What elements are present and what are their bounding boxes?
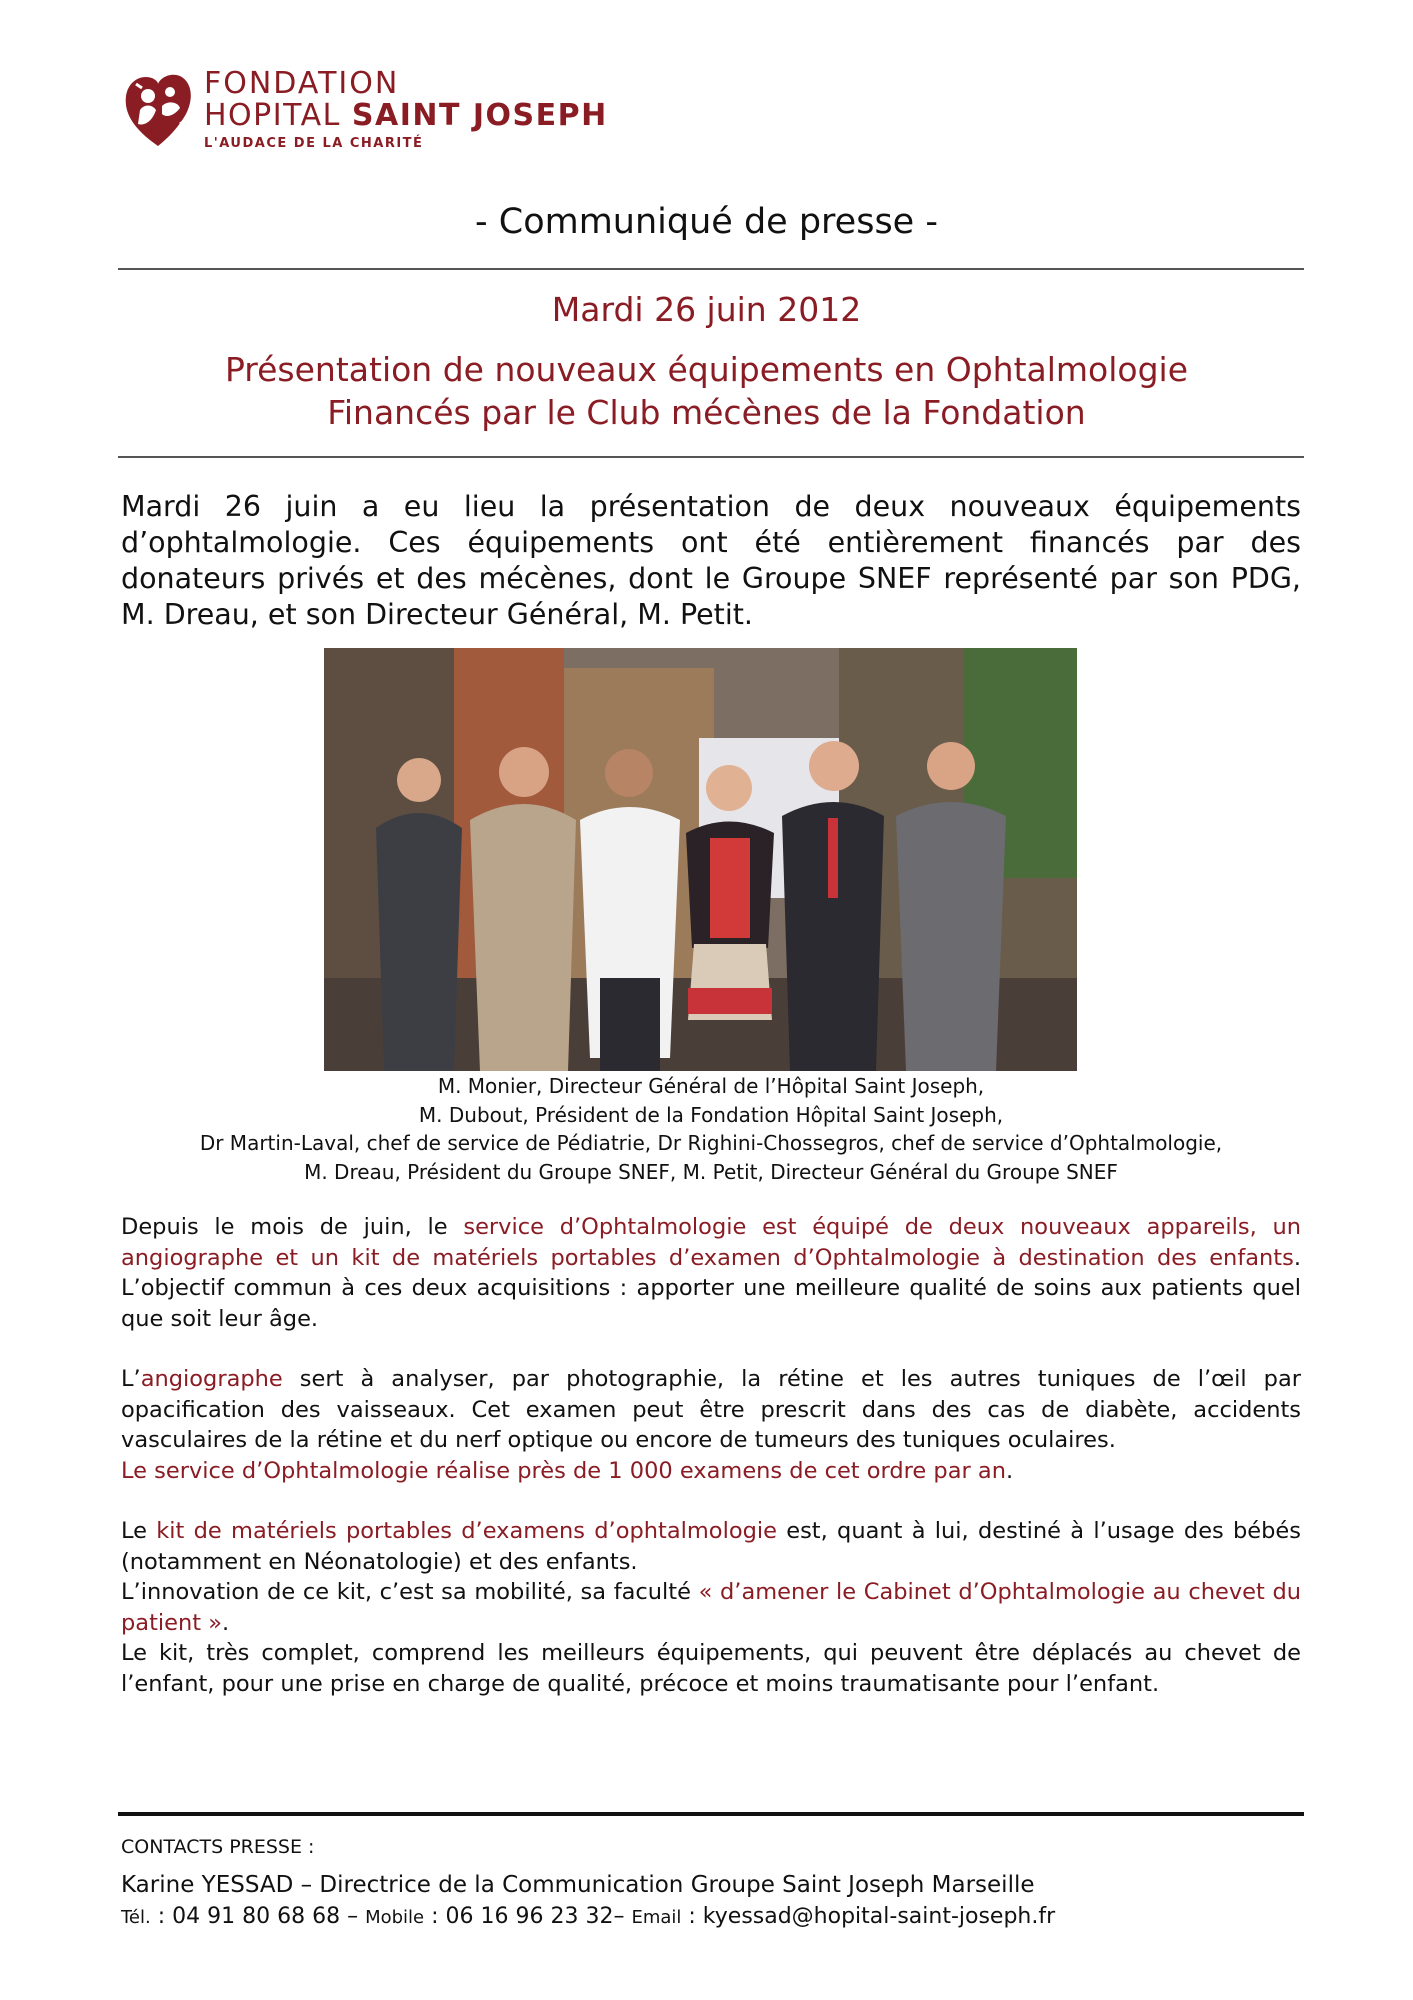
headline-line-1: Présentation de nouveaux équipements en Ophtalmologie <box>224 350 1189 389</box>
contacts-heading: CONTACTS PRESSE : <box>121 1836 315 1858</box>
p3-text-f: . <box>222 1609 230 1636</box>
email-label: Email <box>631 1907 682 1928</box>
p2-highlight-angiographe: angiographe <box>140 1366 283 1392</box>
tel-label: Tél. <box>121 1907 151 1928</box>
logo-line-hopital <box>204 98 608 133</box>
email-address[interactable]: : kyessad@hopital-saint-joseph.fr <box>681 1904 1056 1929</box>
logo-line-fondation: FONDATION <box>204 66 400 101</box>
photo-caption <box>121 1072 1301 1186</box>
press-release-title: - Communiqué de presse - <box>475 202 938 242</box>
p2-text-a: L’ <box>121 1366 141 1392</box>
foundation-logo <box>122 66 642 156</box>
release-date: Mardi 26 juin 2012 <box>551 290 862 329</box>
p1-text-c: . L’objectif commun à ces deux acquisitions : apporter une meilleure qualité de soins aux patients quel que soit leur âge. <box>121 1244 1301 1332</box>
top-divider <box>118 268 1304 270</box>
p2-text-c: sert à analyser, par photographie, la rétine et les autres tuniques de l’œil par opacification des vaisseaux. Cet examen peut être prescrit dans des cas de diabète, accidents vasculaires de la rétine et du nerf optique ou encore de tumeurs des tuniques oculaires. <box>121 1366 1301 1453</box>
p3-text-d: L’innovation de ce kit, c’est sa mobilité, sa faculté <box>121 1579 699 1605</box>
paragraph-kit <box>121 1516 1301 1699</box>
p3-highlight-quote: « d’amener le Cabinet d’Ophtalmologie au chevet du patient » <box>121 1579 1301 1636</box>
tel-number: : 04 91 80 68 68 – <box>150 1904 366 1929</box>
p3-text-g: Le kit, très complet, comprend les meilleurs équipements, qui peuvent être déplacés au chevet de l’enfant, pour une prise en charge de qualité, précoce et moins traumatisante pour l’enfant. <box>121 1640 1301 1697</box>
mobile-label: Mobile <box>365 1907 425 1928</box>
group-photo <box>324 648 1077 1071</box>
p3-text-c: est, quant à lui, destiné à l’usage des bébés (notamment en Néonatologie) et des enfants. <box>121 1518 1302 1575</box>
headline-line-2: Financés par le Club mécènes de la Fondation <box>327 393 1086 432</box>
caption-line-3: Dr Martin-Laval, chef de service de Pédiatrie, Dr Righini-Chossegros, chef de service d’Ophtalmologie, <box>199 1131 1223 1155</box>
contacts-divider <box>118 1812 1304 1816</box>
mobile-number: : 06 16 96 23 32– <box>424 1904 632 1929</box>
heart-figures-icon <box>122 70 194 150</box>
p1-highlight: service d’Ophtalmologie est équipé de deux nouveaux appareils, un angiographe et un kit de matériels portables d’examen d’Ophtalmologie à destination des enfants <box>121 1214 1301 1271</box>
logo-saint-joseph-word: SAINT JOSEPH <box>351 98 608 133</box>
contact-name-line: Karine YESSAD – Directrice de la Communication Groupe Saint Joseph Marseille <box>121 1872 1035 1898</box>
caption-line-1: M. Monier, Directeur Général de l’Hôpital Saint Joseph, <box>437 1074 985 1098</box>
p2-text-e: . <box>1005 1457 1014 1484</box>
p3-text-a: Le <box>121 1518 157 1544</box>
logo-tagline: L'AUDACE DE LA CHARITÉ <box>204 136 424 151</box>
intro-paragraph: Mardi 26 juin a eu lieu la présentation de deux nouveaux équipements d’ophtalmologie. Ces équipements ont été entièrement financés par des donateurs privés et des mécènes, dont le Groupe SNEF représenté par son PDG, M. Dreau, et son Directeur Général, M. Petit. <box>121 490 1301 631</box>
p3-highlight-kit: kit de matériels portables d’examens d’ophtalmologie <box>156 1518 777 1544</box>
paragraph-equipment <box>121 1212 1301 1334</box>
p2-highlight-exams: Le service d’Ophtalmologie réalise près de 1 000 examens de cet ordre par an <box>121 1457 1006 1484</box>
paragraph-angiographe <box>121 1364 1301 1486</box>
contact-phone-line <box>121 1904 1301 1929</box>
p1-text-a: Depuis le mois de juin, le <box>121 1214 464 1240</box>
logo-hopital-word: HOPITAL <box>204 98 352 133</box>
headline-divider <box>118 456 1304 458</box>
caption-line-4: M. Dreau, Président du Groupe SNEF, M. Petit, Directeur Général du Groupe SNEF <box>304 1159 1118 1184</box>
press-contacts <box>121 1836 1301 1929</box>
headline <box>0 348 1413 434</box>
caption-line-2: M. Dubout, Président de la Fondation Hôpital Saint Joseph, <box>418 1102 1004 1127</box>
